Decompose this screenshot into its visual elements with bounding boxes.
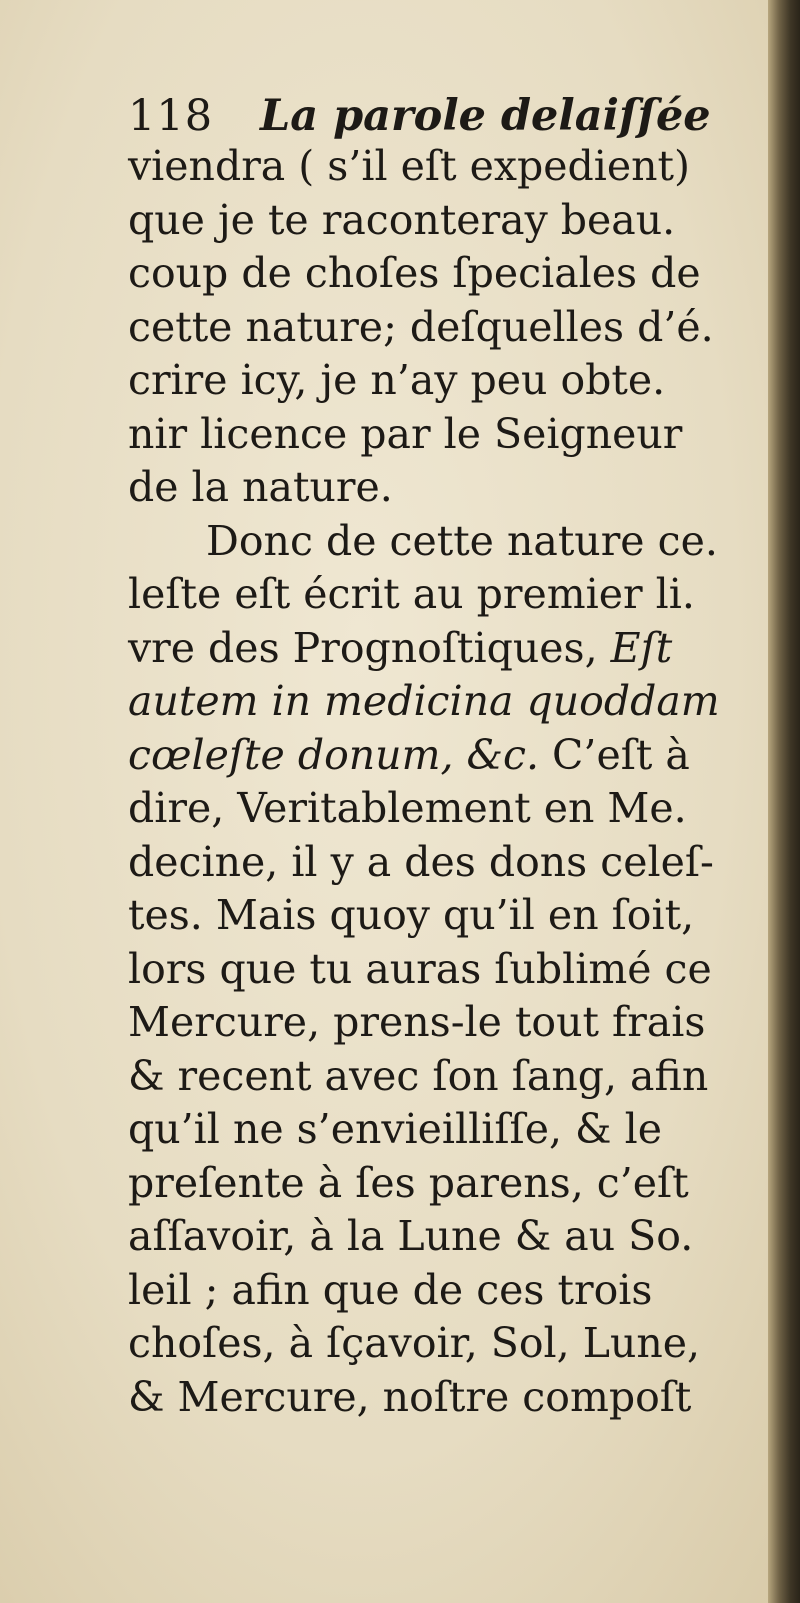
text-line: & recent avec ſon ſang, afin [128,1051,709,1100]
text-line: dire, Veritablement en Me. [128,784,687,832]
latin-quote-line: autem in medicina quoddam [128,677,720,725]
text-block [128,92,760,1424]
latin-quote: &c. [453,730,540,779]
text-line: crire icy, je n’ay peu obte. [128,356,666,404]
text-line: aſſavoir, à la Lune & au So. [128,1212,694,1260]
book-spine [768,0,800,1603]
text-line: Mercure, prens-le tout frais [128,998,706,1046]
text-line: tes. Mais quoy qu’il en ſoit, [128,891,695,939]
text-line: & Mercure, noſtre compoſt [128,1372,692,1421]
page-header [128,92,760,140]
text-line: viendra ( s’il eſt expedient) [128,142,690,190]
text-line: preſente à ſes parens, c’eſt [128,1158,689,1207]
text-line: choſes, à ſçavoir, Sol, Lune, [128,1319,701,1367]
text-line: lors que tu auras ſublimé ce [128,944,712,993]
paragraph-start-line: Donc de cette nature ce. [206,516,718,565]
running-title: La parole delaiſſée [260,91,711,141]
text-line: leil ; afin que de ces trois [128,1265,653,1314]
text-line: leſte eſt écrit au premier li. [128,570,695,618]
text-line: que je te raconteray beau. [128,195,676,244]
latin-quote: Eſt [597,623,673,672]
text-line: decine, il y a des dons celeſ- [128,837,714,886]
text-line: qu’il ne s’envieilliſſe, & le [128,1105,662,1153]
latin-quote: cœleſte donum, [128,730,454,779]
text-line: cœleſte donum, &c. C’eſt à [128,730,690,779]
text-line: vre des Prognoſtiques, Eſt [128,623,673,672]
text-line: nir licence par le Seigneur [128,409,683,458]
text-line: cette nature; deſquelles d’é. [128,302,714,351]
page-number: 118 [128,91,214,141]
text-line: coup de choſes ſpeciales de [128,249,701,297]
text-line: de la nature. [128,463,393,511]
